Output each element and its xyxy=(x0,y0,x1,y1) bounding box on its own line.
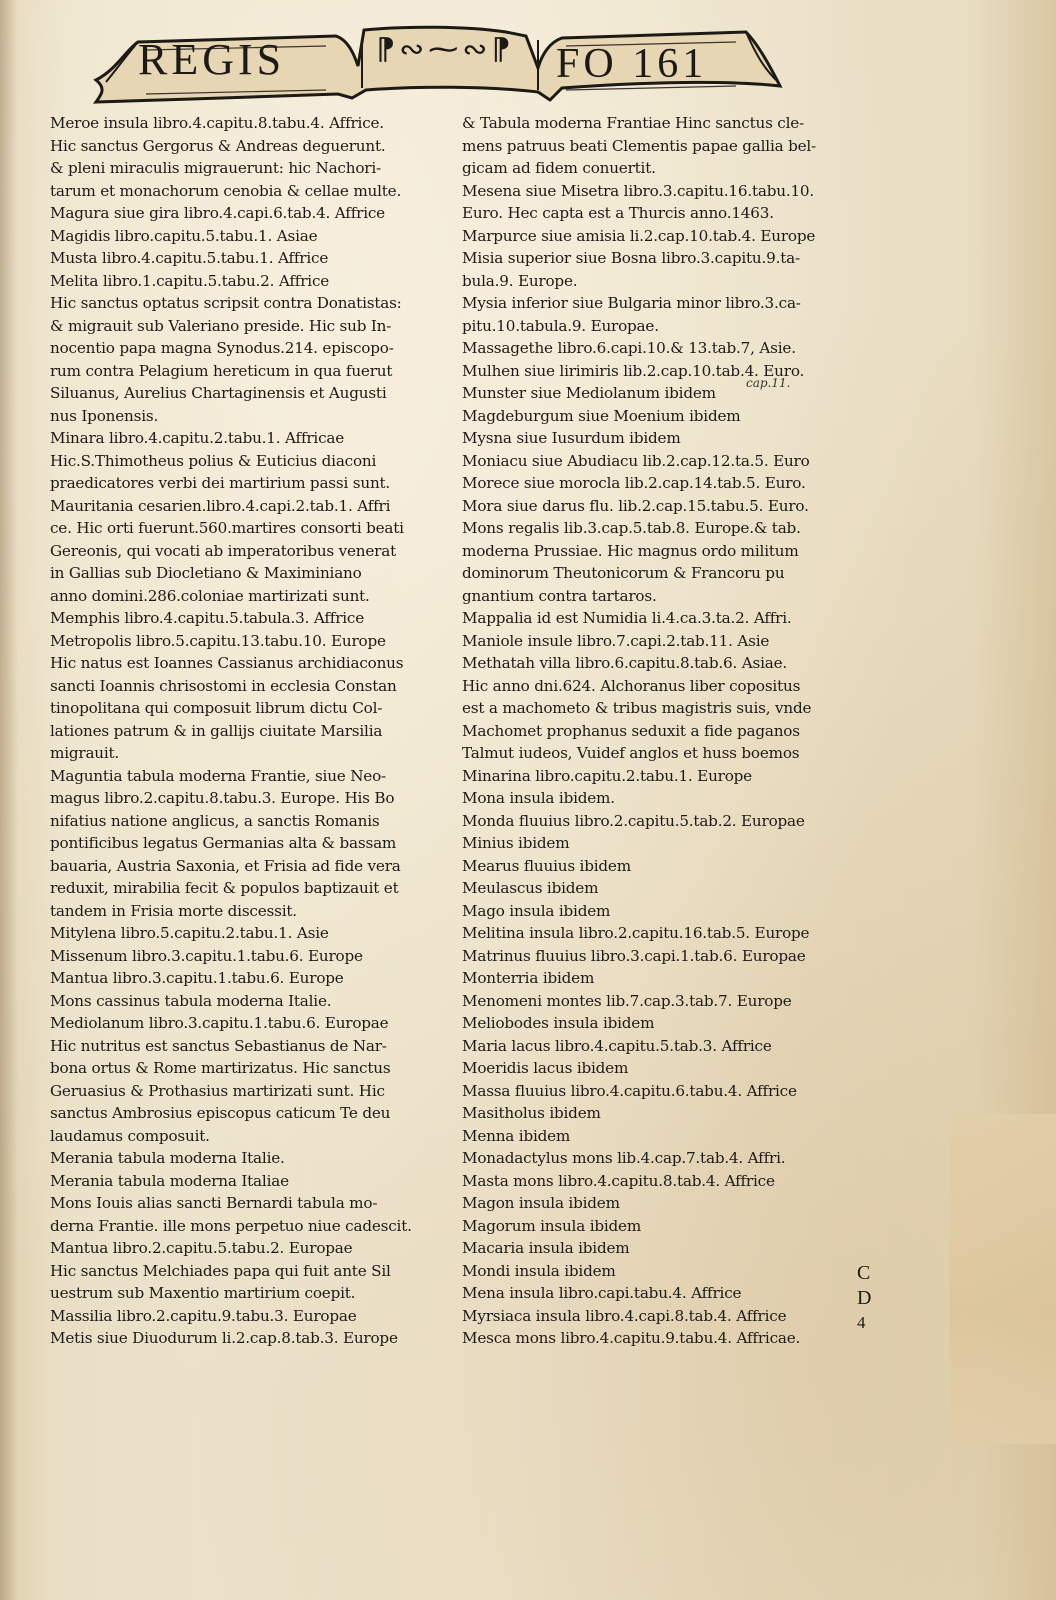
text-line: Mona insula ibidem. xyxy=(462,789,615,807)
text-line: derna Frantie. ille mons perpetuo niue cadescit. xyxy=(50,1216,412,1235)
text-line: Mysia inferior siue Bulgaria minor libro.3.ca- xyxy=(462,294,801,312)
text-line: Marpurce siue amisia li.2.cap.10.tab.4. Europe xyxy=(462,226,816,245)
text-line: Mesena siue Misetra libro.3.capitu.16.tabu.10. xyxy=(462,181,815,200)
text-line: Memphis libro.4.capitu.5.tabula.3. Affrice xyxy=(50,609,365,627)
text-line: Hic sanctus optatus scripsit contra Donatistas: xyxy=(50,294,402,312)
text-line: bula.9. Europe. xyxy=(462,271,578,290)
text-line: sanctus Ambrosius episcopus caticum Te deu xyxy=(50,1104,391,1122)
text-line: Matrinus fluuius libro.3.capi.1.tab.6. Europae xyxy=(462,946,806,965)
text-line: Mora siue darus flu. lib.2.cap.15.tabu.5. Euro. xyxy=(462,496,809,515)
paper-repair-patch xyxy=(950,1114,1056,1444)
text-line: Hic nutritus est sanctus Sebastianus de Nar- xyxy=(50,1036,387,1055)
text-line: Metropolis libro.5.capitu.13.tabu.10. Europe xyxy=(50,631,386,650)
text-line: & Tabula moderna Frantiae Hinc sanctus cle- xyxy=(462,114,804,132)
signature-mark: 4 xyxy=(857,1313,866,1332)
text-line: Melita libro.1.capitu.5.tabu.2. Affrice xyxy=(50,271,330,290)
text-line: Merania tabula moderna Italie. xyxy=(50,1149,285,1167)
text-line: Methatah villa libro.6.capitu.8.tab.6. Asiae. xyxy=(462,654,788,672)
text-line: Hic anno dni.624. Alchoranus liber copositus xyxy=(462,676,801,695)
text-line: Meliobodes insula ibidem xyxy=(462,1014,655,1032)
text-line: Mantua libro.3.capitu.1.tabu.6. Europe xyxy=(50,969,344,987)
text-line: Mesca mons libro.4.capitu.9.tabu.4. Affricae. xyxy=(462,1329,801,1347)
text-line: Moeridis lacus ibidem xyxy=(462,1059,629,1077)
text-line: sancti Ioannis chrisostomi in ecclesia Constan xyxy=(50,676,397,695)
text-line: Hic sanctus Gergorus & Andreas deguerunt. xyxy=(50,136,386,155)
text-line: Melitina insula libro.2.capitu.16.tab.5. Europe xyxy=(462,924,810,942)
text-line: Magorum insula ibidem xyxy=(462,1216,642,1235)
text-line: Munster siue Mediolanum ibidem xyxy=(462,384,716,402)
text-line: Merania tabula moderna Italiae xyxy=(50,1171,289,1190)
signature-mark: D xyxy=(857,1287,872,1309)
text-line: Mappalia id est Numidia li.4.ca.3.ta.2. Affri. xyxy=(462,609,792,627)
text-line: Geruasius & Prothasius martirizati sunt. Hic xyxy=(50,1081,385,1100)
text-line: Menomeni montes lib.7.cap.3.tab.7. Europe xyxy=(462,991,792,1010)
text-line: Missenum libro.3.capitu.1.tabu.6. Europe xyxy=(50,946,363,965)
text-line: Hic sanctus Melchiades papa qui fuit ante Sil xyxy=(50,1261,391,1280)
header-title-left: REGIS xyxy=(138,35,286,84)
text-line: nus Iponensis. xyxy=(50,406,159,425)
header-folio: FO 161 xyxy=(556,41,708,87)
text-line: reduxit, mirabilia fecit & populos baptizauit et xyxy=(50,879,399,897)
text-line: Metis siue Diuodurum li.2.cap.8.tab.3. Europe xyxy=(50,1329,398,1347)
text-line: Minarina libro.capitu.2.tabu.1. Europe xyxy=(462,766,752,785)
text-line: in Gallias sub Diocletiano & Maximiniano xyxy=(50,564,362,582)
text-line: Maniole insule libro.7.capi.2.tab.11. Asie xyxy=(462,631,770,650)
text-line: bona ortus & Rome martirizatus. Hic sanctus xyxy=(50,1059,391,1077)
text-line: Mearus fluuius ibidem xyxy=(462,856,631,875)
text-line: Mondi insula ibidem xyxy=(462,1261,616,1280)
text-line: Mauritania cesarien.libro.4.capi.2.tab.1. Affri xyxy=(50,496,391,515)
text-line: Morece siue morocla lib.2.cap.14.tab.5. Euro. xyxy=(462,474,806,492)
text-line: Magon insula ibidem xyxy=(462,1194,620,1212)
text-line: Myrsiaca insula libro.4.capi.8.tab.4. Affrice xyxy=(462,1306,787,1325)
text-line: Meroe insula libro.4.capitu.8.tabu.4. Affrice. xyxy=(50,114,384,132)
header-banner xyxy=(86,10,786,110)
text-line: mens patruus beati Clementis papae gallia bel- xyxy=(462,136,816,155)
text-line: Mulhen siue lirimiris lib.2.cap.10.tab.4. Euro. xyxy=(462,361,805,380)
text-line: lationes patrum & in gallijs ciuitate Marsilia xyxy=(50,721,383,740)
text-line: Massagethe libro.6.capi.10.& 13.tab.7, Asie. xyxy=(462,339,796,357)
text-line: est a machometo & tribus magistris suis, vnde xyxy=(462,699,812,717)
text-line: Masitholus ibidem xyxy=(462,1104,601,1122)
text-line: Mediolanum libro.3.capitu.1.tabu.6. Europae xyxy=(50,1014,389,1032)
text-line: Meulascus ibidem xyxy=(462,879,599,897)
text-line: ce. Hic orti fuerunt.560.martires consorti beati xyxy=(50,519,404,537)
text-line: Misia superior siue Bosna libro.3.capitu.9.ta- xyxy=(462,249,800,267)
text-line: Euro. Hec capta est a Thurcis anno.1463. xyxy=(462,204,774,222)
text-line: tandem in Frisia morte discessit. xyxy=(50,901,297,920)
text-line: rum contra Pelagium hereticum in qua fuerut xyxy=(50,361,393,380)
text-line: nifatius natione anglicus, a sanctis Romanis xyxy=(50,811,380,830)
text-line: gnantium contra tartaros. xyxy=(462,586,657,605)
text-line: Mago insula ibidem xyxy=(462,901,611,920)
text-line: Massa fluuius libro.4.capitu.6.tabu.4. Affrice xyxy=(462,1081,797,1100)
text-line: Massilia libro.2.capitu.9.tabu.3. Europae xyxy=(50,1306,357,1325)
text-line: Mysna siue Iusurdum ibidem xyxy=(462,429,681,447)
text-line: Mons Iouis alias sancti Bernardi tabula mo- xyxy=(50,1194,378,1212)
text-line: nocentio papa magna Synodus.214. episcopo- xyxy=(50,339,394,357)
text-line: Maria lacus libro.4.capitu.5.tab.3. Affrice xyxy=(462,1036,772,1055)
text-line: dominorum Theutonicorum & Francoru pu xyxy=(462,564,785,582)
text-line: Macaria insula ibidem xyxy=(462,1239,630,1257)
text-line: Monda fluuius libro.2.capitu.5.tab.2. Europae xyxy=(462,811,805,830)
text-line: pitu.10.tabula.9. Europae. xyxy=(462,316,659,335)
text-line: Talmut iudeos, Vuidef anglos et huss boemos xyxy=(462,744,800,762)
text-line: Siluanus, Aurelius Chartaginensis et Augusti xyxy=(50,384,387,402)
text-line: praedicatores verbi dei martirium passi sunt. xyxy=(50,474,391,492)
text-line: Mitylena libro.5.capitu.2.tabu.1. Asie xyxy=(50,924,329,942)
text-line: Hic.S.Thimotheus polius & Euticius diaconi xyxy=(50,451,377,470)
text-line: Monterria ibidem xyxy=(462,969,595,987)
text-line: Hic natus est Ioannes Cassianus archidiaconus xyxy=(50,654,404,672)
text-line: Moniacu siue Abudiacu lib.2.cap.12.ta.5. Euro xyxy=(462,451,810,470)
text-line: Magdeburgum siue Moenium ibidem xyxy=(462,406,741,425)
text-line: & pleni miraculis migrauerunt: hic Nachori- xyxy=(50,159,381,177)
text-line: Magidis libro.capitu.5.tabu.1. Asiae xyxy=(50,226,318,245)
text-line: Maguntia tabula moderna Frantie, siue Neo- xyxy=(50,766,386,785)
text-line: Magura siue gira libro.4.capi.6.tab.4. Affrice xyxy=(50,204,385,222)
handwritten-margin-note: cap.11. xyxy=(746,376,791,390)
signature-mark: C xyxy=(857,1262,871,1284)
text-line: gicam ad fidem conuertit. xyxy=(462,159,656,177)
text-line: Mons cassinus tabula moderna Italie. xyxy=(50,991,332,1010)
text-line: migrauit. xyxy=(50,744,120,762)
right-column xyxy=(462,112,847,1350)
text-line: Musta libro.4.capitu.5.tabu.1. Affrice xyxy=(50,249,329,267)
text-line: Minius ibidem xyxy=(462,834,570,852)
text-line: & migrauit sub Valeriano preside. Hic sub In- xyxy=(50,316,392,335)
text-line: anno domini.286.coloniae martirizati sunt. xyxy=(50,586,370,605)
text-line: Mena insula libro.capi.tabu.4. Affrice xyxy=(462,1284,742,1302)
text-line: Masta mons libro.4.capitu.8.tab.4. Affrice xyxy=(462,1171,775,1190)
left-column xyxy=(50,112,435,1350)
header-ornament: ⁋∾⁓∾⁋ xyxy=(376,33,515,66)
text-line: Mantua libro.2.capitu.5.tabu.2. Europae xyxy=(50,1239,353,1257)
text-line: Menna ibidem xyxy=(462,1126,571,1145)
text-line: pontificibus legatus Germanias alta & bassam xyxy=(50,834,397,852)
text-line: magus libro.2.capitu.8.tabu.3. Europe. His Bo xyxy=(50,789,395,807)
text-line: laudamus composuit. xyxy=(50,1126,210,1145)
page-fold-shadow xyxy=(0,0,18,1600)
text-line: bauaria, Austria Saxonia, et Frisia ad fide vera xyxy=(50,856,401,875)
text-line: Gereonis, qui vocati ab imperatoribus venerat xyxy=(50,541,396,560)
text-line: tarum et monachorum cenobia & cellae multe. xyxy=(50,181,402,200)
text-line: moderna Prussiae. Hic magnus ordo militum xyxy=(462,541,799,560)
text-line: Machomet prophanus seduxit a fide paganos xyxy=(462,721,800,740)
text-line: Monadactylus mons lib.4.cap.7.tab.4. Affri. xyxy=(462,1149,786,1167)
text-line: tinopolitana qui composuit librum dictu Col- xyxy=(50,699,383,717)
text-line: Mons regalis lib.3.cap.5.tab.8. Europe.& tab. xyxy=(462,519,801,537)
text-line: Minara libro.4.capitu.2.tabu.1. Affricae xyxy=(50,429,345,447)
text-line: uestrum sub Maxentio martirium coepit. xyxy=(50,1284,356,1302)
